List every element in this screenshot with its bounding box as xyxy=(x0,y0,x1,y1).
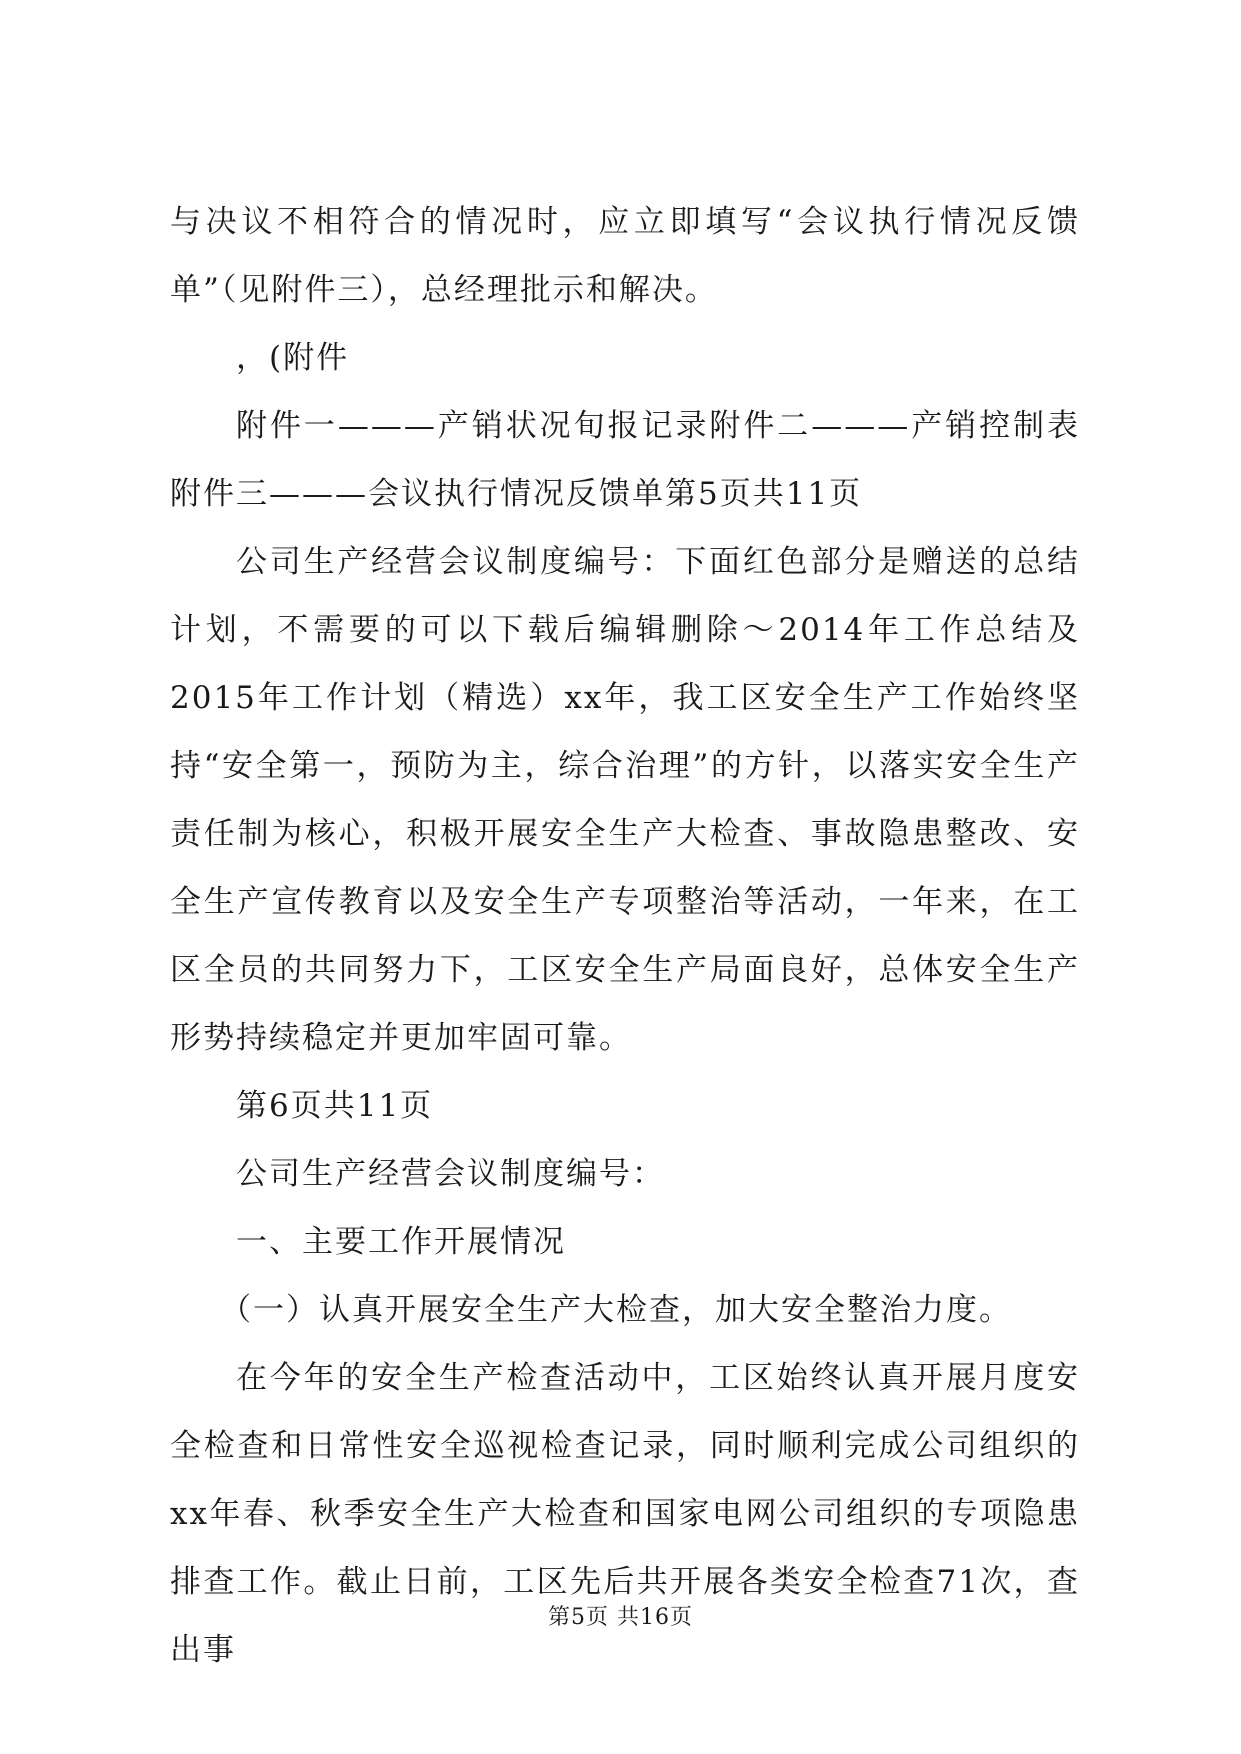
paragraph-4: 公司生产经营会议制度编号：下面红色部分是赠送的总结计划，不需要的可以下载后编辑删除～2014年工作总结及2015年工作计划（精选）xx年，我工区安全生产工作始终坚持“安全第一，预防为主，综合治理”的方针，以落实安全生产责任制为核心，积极开展安全生产大检查、事故隐患整改、安全生产宣传教育以及安全生产专项整治等活动，一年来，在工区全员的共同努力下，工区安全生产局面良好，总体安全生产形势持续稳定并更加牢固可靠。 xyxy=(170,544,1080,1056)
document-body xyxy=(170,188,1080,1684)
page-number-label: 第5页 共16页 xyxy=(548,1605,693,1630)
paragraph-1: 与决议不相符合的情况时，应立即填写“会议执行情况反馈单”（见附件三），总经理批示和解决。 xyxy=(170,204,1080,308)
paragraph-8: （一）认真开展安全生产大检查，加大安全整治力度。 xyxy=(220,1292,1012,1328)
page-footer xyxy=(0,1600,1241,1631)
paragraph-3: 附件一———产销状况旬报记录附件二———产销控制表附件三———会议执行情况反馈单第5页共11页 xyxy=(170,408,1080,512)
paragraph-7: 一、主要工作开展情况 xyxy=(236,1224,566,1260)
paragraph-5: 第6页共11页 xyxy=(236,1088,434,1124)
paragraph-6: 公司生产经营会议制度编号： xyxy=(236,1156,665,1192)
paragraph-2: ，(附件 xyxy=(236,340,350,376)
paragraph-9: 在今年的安全生产检查活动中，工区始终认真开展月度安全检查和日常性安全巡视检查记录，同时顺利完成公司组织的xx年春、秋季安全生产大检查和国家电网公司组织的专项隐患排查工作。截止日前，工区先后共开展各类安全检查71次，查出事 xyxy=(170,1360,1080,1668)
